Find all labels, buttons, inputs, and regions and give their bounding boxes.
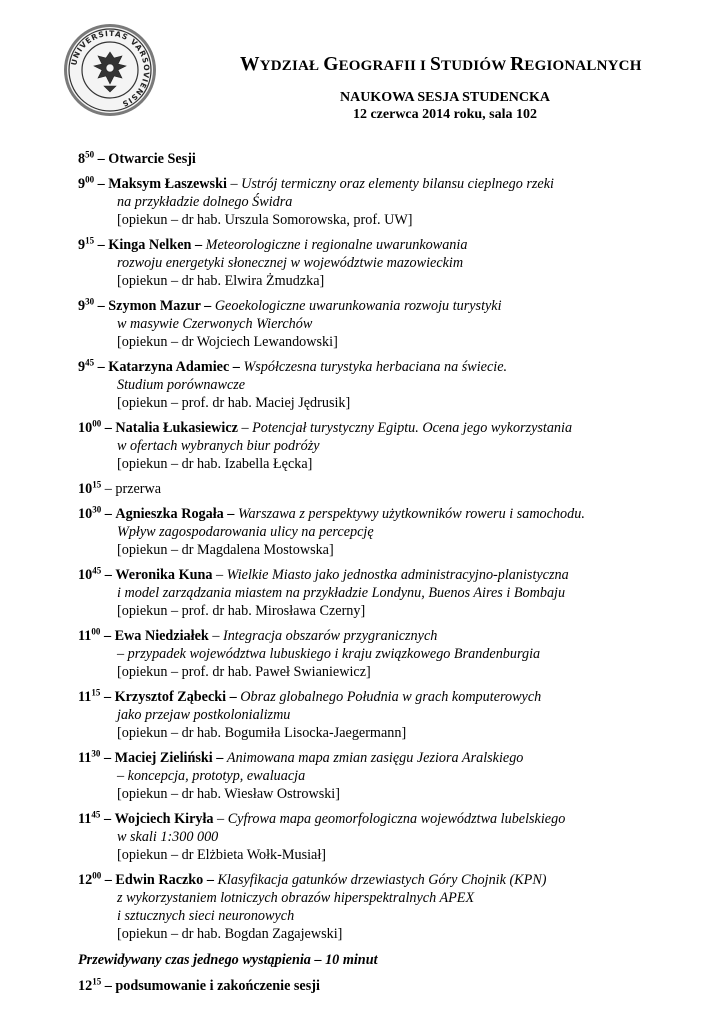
speaker-name: Wojciech Kiryła (114, 811, 214, 827)
time-minutes: 50 (85, 149, 95, 160)
talk-topic: Cyfrowa mapa geomorfologiczna województwa lubelskiego (227, 811, 566, 827)
speaker-name: Agnieszka Rogała – (115, 506, 235, 522)
time-label (78, 872, 101, 888)
supervisor: [opiekun – dr Magdalena Mostowska] (117, 542, 334, 558)
time-hour: 10 (78, 420, 93, 436)
supervisor: [opiekun – prof. dr hab. Mirosława Czerny] (117, 603, 366, 619)
seal-ring-text: UNIVERSITAS VARSOVIENSIS (69, 28, 152, 109)
agenda-item-line (78, 297, 718, 315)
faculty-title: WYDZIAŁ GEOGRAFII I STUDIÓW REGIONALNYCH (240, 54, 642, 75)
time-label (78, 689, 100, 705)
time-hour: 10 (78, 567, 93, 583)
supervisor: [opiekun – dr Wojciech Lewandowski] (117, 334, 338, 350)
speaker-dash: – (216, 567, 224, 583)
agenda-item (78, 871, 718, 943)
time-label (78, 811, 100, 827)
talk-topic: Ustrój termiczny oraz elementy bilansu cieplnego rzeki (241, 176, 554, 192)
talk-topic-continued: i sztucznych sieci neuronowych (117, 908, 295, 924)
time-hour: 11 (78, 689, 92, 705)
time-separator: – (103, 689, 112, 705)
talk-topic: Geoekologiczne uwarunkowania rozwoju turystyki (214, 298, 502, 314)
supervisor: [opiekun – dr hab. Wiesław Ostrowski] (117, 786, 340, 802)
time-minutes: 15 (85, 235, 95, 246)
agenda-item-line (78, 810, 718, 828)
talk-topic-continued: w masywie Czerwonych Wierchów (117, 316, 313, 332)
time-label (78, 359, 94, 375)
talk-topic: Warszawa z perspektywy użytkowników roweru i samochodu. (237, 506, 585, 522)
supervisor: [opiekun – dr hab. Urszula Somorowska, prof. UW] (117, 212, 413, 228)
talk-topic-continued: Wpływ zagospodarowania ulicy na percepcję (117, 524, 374, 540)
time-separator: – (103, 628, 112, 644)
talk-topic: Potencjał turystyczny Egiptu. Ocena jego wykorzystania (252, 420, 573, 436)
time-hour: 9 (78, 237, 86, 253)
supervisor: [opiekun – dr hab. Bogdan Zagajewski] (117, 926, 343, 942)
time-hour: 9 (78, 176, 86, 192)
agenda-item (78, 236, 718, 290)
speaker-name: Krzysztof Ząbecki – (114, 689, 237, 705)
agenda-item (78, 749, 718, 803)
session-date-place: 12 czerwca 2014 roku, sala 102 (352, 107, 538, 122)
time-label (78, 978, 101, 994)
time-label (78, 481, 101, 497)
supervisor: [opiekun – dr hab. Elwira Żmudzka] (117, 273, 325, 289)
agenda-item-line (78, 236, 718, 254)
agenda-item (78, 150, 718, 168)
supervisor: [opiekun – dr Elżbieta Wołk-Musiał] (117, 847, 326, 863)
agenda-item-line (78, 175, 718, 193)
time-label (78, 420, 101, 436)
time-minutes: 30 (91, 748, 101, 759)
supervisor: [opiekun – dr hab. Izabella Łęcka] (117, 456, 313, 472)
agenda-item (78, 358, 718, 412)
agenda-item (78, 480, 718, 498)
talk-topic: Wielkie Miasto jako jednostka administracyjno-planistyczna (226, 567, 569, 583)
speaker-name: Szymon Mazur – (108, 298, 212, 314)
speaker-dash: – (241, 420, 249, 436)
speaker-dash: – (212, 628, 220, 644)
time-separator: – (104, 420, 112, 436)
agenda-item-line (78, 688, 718, 706)
speaker-name: Maciej Zieliński – (114, 750, 224, 766)
agenda-item-line (78, 627, 718, 645)
time-minutes: 30 (85, 296, 95, 307)
time-hour: 10 (78, 481, 93, 497)
supervisor: [opiekun – dr hab. Bogumiła Lisocka-Jaegermann] (117, 725, 407, 741)
time-separator: – (97, 176, 105, 192)
time-minutes: 45 (92, 565, 102, 576)
time-separator: – (97, 359, 105, 375)
speaker-dash: – (230, 176, 238, 192)
agenda-title: Otwarcie Sesji (108, 151, 196, 167)
closing-item (78, 977, 718, 995)
time-label (78, 237, 94, 253)
talk-topic-continued: i model zarządzania miastem na przykładzie Londynu, Buenos Aires i Bombaju (117, 585, 566, 601)
time-hour: 12 (78, 978, 93, 994)
time-minutes: 45 (91, 809, 101, 820)
talk-topic-continued: w skali 1:300 000 (117, 829, 219, 845)
time-separator: – (104, 506, 112, 522)
agenda-item-line (78, 150, 718, 168)
speaker-name: Natalia Łukasiewicz (115, 420, 238, 436)
time-separator: – (103, 750, 112, 766)
talk-topic-continued: – koncepcja, prototyp, ewaluacja (117, 768, 306, 784)
agenda-item (78, 175, 718, 229)
talk-topic: Integracja obszarów przygranicznych (222, 628, 438, 644)
agenda-list (78, 150, 718, 995)
time-separator: – (97, 298, 105, 314)
talk-topic: Obraz globalnego Południa w grach komputerowych (240, 689, 542, 705)
duration-note: Przewidywany czas jednego wystąpienia – 10 minut (78, 952, 378, 968)
time-label (78, 298, 94, 314)
agenda-item (78, 297, 718, 351)
speaker-name: Edwin Raczko – (115, 872, 214, 888)
time-separator: – (104, 872, 112, 888)
talk-topic: Współczesna turystyka herbaciana na świecie. (243, 359, 508, 375)
time-hour: 11 (78, 750, 92, 766)
session-title: NAUKOWA SESJA STUDENCKA (339, 90, 551, 105)
time-separator: – (97, 237, 105, 253)
university-seal (62, 22, 158, 118)
time-hour: 10 (78, 506, 93, 522)
closing-title: podsumowanie i zakończenie sesji (115, 978, 320, 994)
talk-topic-continued: z wykorzystaniem lotniczych obrazów hiperspektralnych APEX (117, 890, 475, 906)
talk-topic-continued: – przypadek województwa lubuskiego i kraju związkowego Brandenburgia (117, 646, 541, 662)
agenda-item (78, 419, 718, 473)
time-separator: – (104, 978, 112, 994)
time-minutes: 00 (91, 626, 101, 637)
speaker-dash: – (217, 811, 225, 827)
time-minutes: 15 (92, 976, 102, 987)
time-separator: – (104, 567, 112, 583)
talk-topic-continued: na przykładzie dolnego Świdra (117, 194, 293, 210)
time-separator: – (97, 151, 105, 167)
agenda-item (78, 810, 718, 864)
speaker-name: Maksym Łaszewski (108, 176, 227, 192)
talk-topic-continued: rozwoju energetyki słonecznej w województwie mazowieckim (117, 255, 464, 271)
agenda-item-line (78, 480, 718, 498)
time-minutes: 15 (92, 479, 102, 490)
time-label (78, 567, 101, 583)
agenda-item-line (78, 419, 718, 437)
time-label (78, 506, 101, 522)
speaker-name: Katarzyna Adamiec – (108, 359, 240, 375)
time-separator: – (104, 481, 112, 497)
talk-topic: Klasyfikacja gatunków drzewiastych Góry Chojnik (KPN) (217, 872, 547, 888)
talk-topic-continued: jako przejaw postkolonializmu (117, 707, 291, 723)
time-label (78, 628, 100, 644)
time-label (78, 176, 94, 192)
talk-topic: Meteorologiczne i regionalne uwarunkowania (205, 237, 468, 253)
time-minutes: 00 (92, 418, 102, 429)
agenda-title: przerwa (115, 481, 162, 497)
time-hour: 9 (78, 298, 86, 314)
supervisor: [opiekun – prof. dr hab. Maciej Jędrusik] (117, 395, 351, 411)
document-header (160, 54, 720, 123)
agenda-item-line (78, 871, 718, 889)
time-minutes: 00 (92, 870, 102, 881)
agenda-item (78, 566, 718, 620)
talk-topic-continued: w ofertach wybranych biur podróży (117, 438, 320, 454)
time-separator: – (103, 811, 112, 827)
agenda-item (78, 688, 718, 742)
time-minutes: 30 (92, 504, 102, 515)
agenda-item (78, 505, 718, 559)
agenda-item-line (78, 505, 718, 523)
talk-topic: Animowana mapa zmian zasięgu Jeziora Aralskiego (226, 750, 524, 766)
time-minutes: 15 (91, 687, 101, 698)
time-hour: 8 (78, 151, 86, 167)
agenda-item (78, 627, 718, 681)
agenda-item-line (78, 566, 718, 584)
speaker-name: Kinga Nelken – (108, 237, 203, 253)
agenda-item-line (78, 749, 718, 767)
time-hour: 12 (78, 872, 93, 888)
time-hour: 11 (78, 811, 92, 827)
speaker-name: Weronika Kuna (115, 567, 213, 583)
time-label (78, 750, 100, 766)
time-minutes: 45 (85, 357, 95, 368)
time-hour: 11 (78, 628, 92, 644)
speaker-name: Ewa Niedziałek (114, 628, 209, 644)
time-label (78, 151, 94, 167)
agenda-item-line (78, 358, 718, 376)
time-hour: 9 (78, 359, 86, 375)
talk-topic-continued: Studium porównawcze (117, 377, 246, 393)
time-minutes: 00 (85, 174, 95, 185)
supervisor: [opiekun – prof. dr hab. Paweł Swianiewicz] (117, 664, 371, 680)
